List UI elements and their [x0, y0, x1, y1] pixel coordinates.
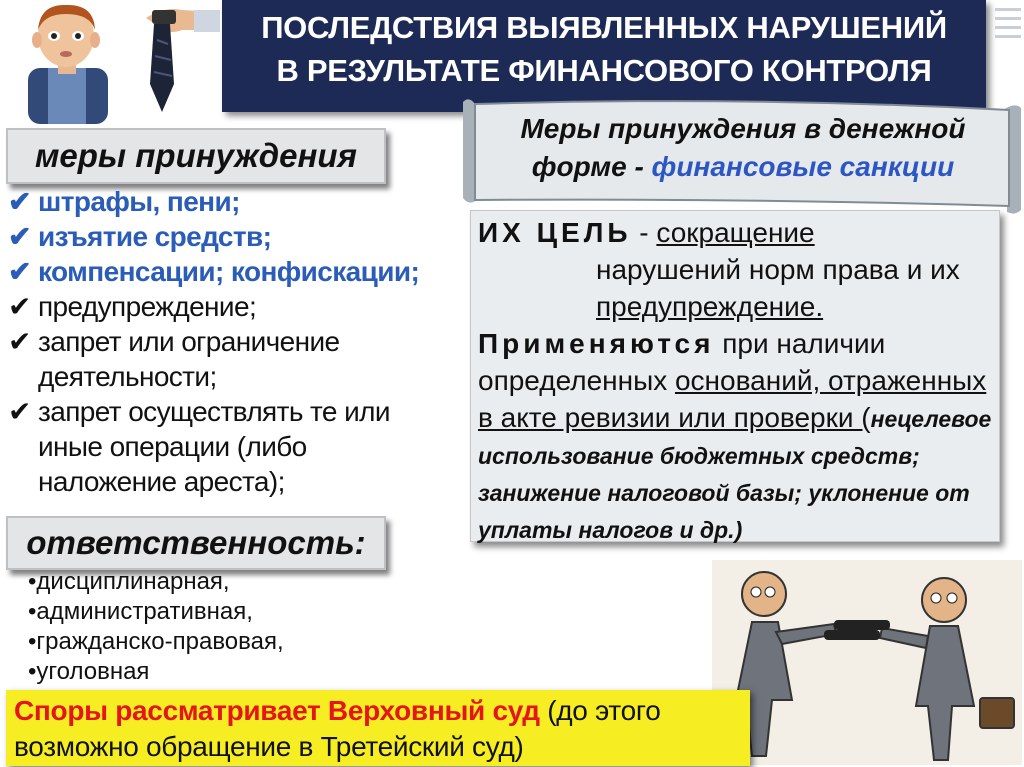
measure-text: запрет осуществлять те или иные операции (либо наложение ареста); — [38, 396, 390, 497]
examples-text: нецелевое использование бюджетных средств; занижение налоговой базы; уклонение от уплаты налогов и др.) — [478, 406, 992, 543]
boy-illustration — [6, 0, 124, 124]
dangling-tie-illustration — [124, 0, 220, 122]
goal-lead: ИХ ЦЕЛЬ — [478, 217, 632, 248]
grounds-text: оснований, отраженных в акте ревизии или проверки — [478, 365, 987, 433]
check-icon: ✔ — [8, 326, 31, 357]
goal-mid: нарушений норм права и их — [596, 254, 960, 285]
check-icon: ✔ — [8, 256, 31, 287]
measures-list — [8, 184, 448, 499]
decorative-lines-icon — [995, 8, 1021, 44]
list-item: •уголовная — [28, 658, 150, 685]
sanctions-text: Меры принуждения в денежной форме - — [520, 113, 966, 182]
measure-text: запрет или ограничение деятельности; — [38, 326, 340, 392]
check-icon: ✔ — [8, 396, 31, 427]
list-item — [8, 254, 448, 289]
check-icon: ✔ — [8, 291, 31, 322]
sanctions-accent: финансовые санкции — [651, 151, 955, 182]
court-banner-text — [14, 693, 750, 765]
responsibility-label: ответственность: — [6, 516, 386, 570]
measures-label: меры принуждения — [6, 128, 386, 184]
list-item — [8, 324, 448, 394]
list-item: •дисциплинарная, — [28, 568, 230, 595]
sanctions-heading — [478, 110, 1008, 186]
goal-reduction: сокращение — [656, 217, 815, 248]
measure-text: предупреждение; — [38, 291, 257, 322]
check-icon: ✔ — [8, 186, 31, 217]
measure-text: изъятие средств; — [38, 221, 272, 252]
measure-text: компенсации; конфискации; — [38, 256, 420, 287]
list-item: •гражданско-правовая, — [28, 628, 284, 655]
list-item — [8, 289, 448, 324]
page-title — [222, 6, 986, 92]
apply-rest: при наличии определенных — [478, 328, 886, 396]
list-item: •административная, — [28, 598, 253, 625]
responsibility-list — [28, 567, 284, 687]
check-icon: ✔ — [8, 221, 31, 252]
title-line-1: ПОСЛЕДСТВИЯ ВЫЯВЛЕННЫХ НАРУШЕНИЙ — [261, 10, 947, 45]
list-item — [8, 184, 448, 219]
title-line-2: В РЕЗУЛЬТАТЕ ФИНАНСОВОГО КОНТРОЛЯ — [276, 53, 932, 88]
paren-open: ( — [853, 402, 871, 433]
goal-prevention: предупреждение. — [596, 291, 824, 322]
goal-text — [478, 214, 994, 547]
goal-dash: - — [631, 217, 657, 248]
court-rest-text: (до этого возможно обращение в Третейский суд) — [14, 695, 661, 762]
cartoon-illustration — [712, 560, 1022, 765]
list-item — [8, 394, 448, 499]
list-item — [8, 219, 448, 254]
court-red-text: Споры рассматривает Верховный суд — [14, 695, 540, 726]
measure-text: штрафы, пени; — [38, 186, 240, 217]
apply-lead: Применяются — [478, 328, 715, 359]
